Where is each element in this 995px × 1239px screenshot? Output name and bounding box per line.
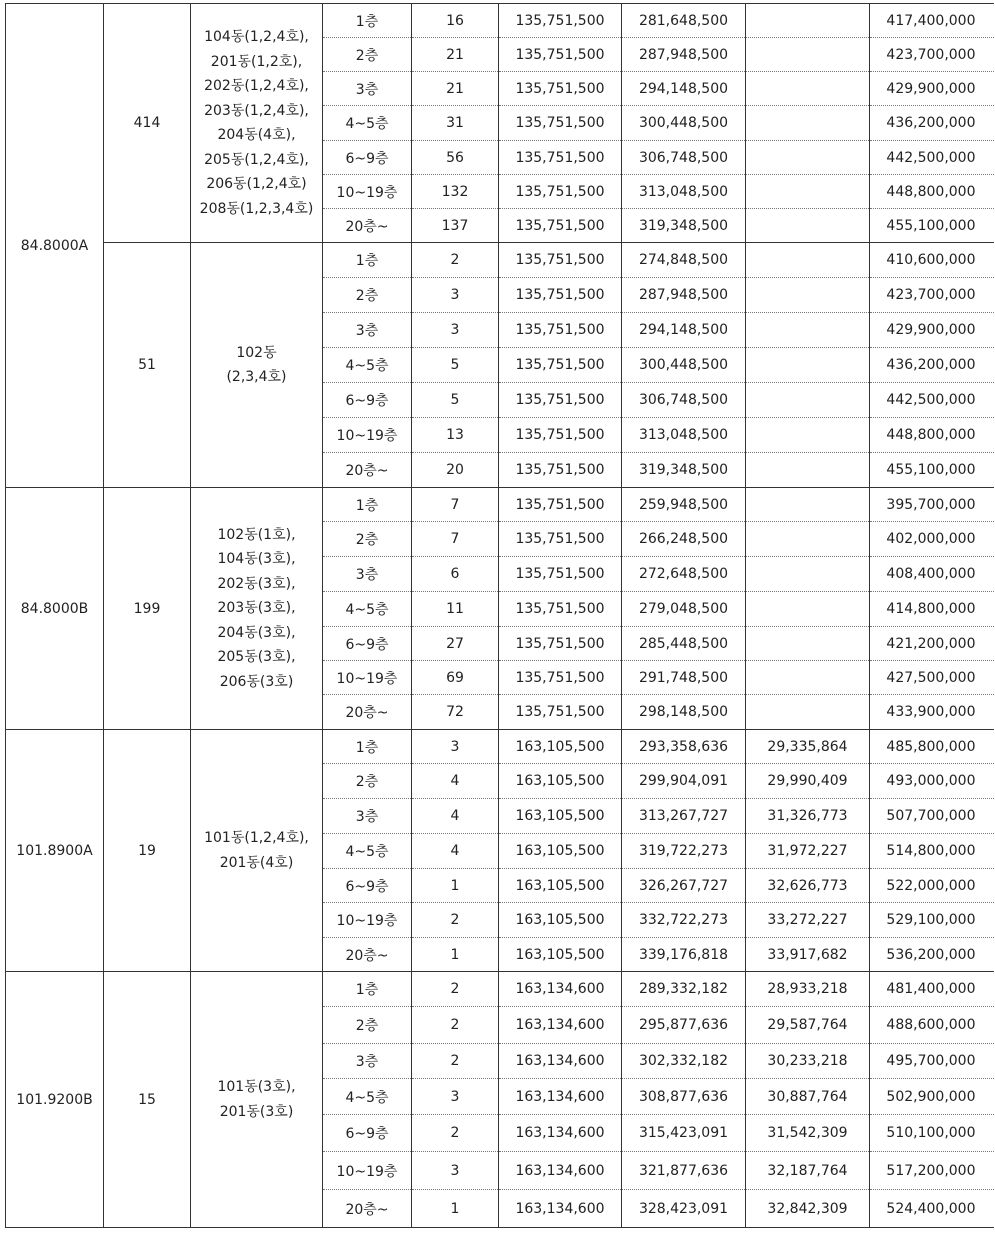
floor-cell: 3층	[323, 72, 412, 106]
building-price-cell: 313,048,500	[622, 175, 746, 209]
vat-cell	[746, 209, 870, 243]
floor-cell: 4~5층	[323, 348, 412, 383]
total-price-cell: 423,700,000	[870, 278, 994, 313]
building-price-cell: 326,267,727	[622, 869, 746, 903]
units-cell: 2	[412, 1007, 499, 1044]
land-price-cell: 135,751,500	[499, 175, 622, 209]
floor-cell: 6~9층	[323, 141, 412, 175]
vat-cell	[746, 592, 870, 627]
vat-cell: 31,542,309	[746, 1115, 870, 1152]
units-cell: 72	[412, 695, 499, 730]
table-row	[6, 243, 994, 278]
price-table-body	[6, 4, 994, 1228]
units-cell: 132	[412, 175, 499, 209]
building-price-cell: 306,748,500	[622, 383, 746, 418]
total-price-cell: 493,000,000	[870, 764, 994, 799]
units-cell: 2	[412, 243, 499, 278]
household-count-cell: 199	[104, 488, 191, 730]
unit-type-cell: 101.8900A	[6, 730, 104, 972]
land-price-cell: 163,134,600	[499, 1044, 622, 1079]
vat-cell	[746, 348, 870, 383]
household-count-cell: 15	[104, 972, 191, 1228]
total-price-cell: 421,200,000	[870, 627, 994, 661]
total-price-cell: 423,700,000	[870, 38, 994, 72]
floor-cell: 3층	[323, 557, 412, 592]
building-price-cell: 294,148,500	[622, 72, 746, 106]
vat-cell	[746, 557, 870, 592]
vat-cell	[746, 522, 870, 557]
land-price-cell: 163,105,500	[499, 869, 622, 903]
land-price-cell: 135,751,500	[499, 243, 622, 278]
building-price-cell: 287,948,500	[622, 278, 746, 313]
vat-cell	[746, 453, 870, 488]
building-price-cell: 259,948,500	[622, 488, 746, 522]
land-price-cell: 135,751,500	[499, 38, 622, 72]
table-row	[6, 4, 994, 38]
vat-cell: 29,335,864	[746, 730, 870, 764]
total-price-cell: 429,900,000	[870, 72, 994, 106]
land-price-cell: 163,105,500	[499, 730, 622, 764]
dong-list-text: 102동(1호), 104동(3호), 202동(3호), 203동(3호), 204동(3호), 205동(3호), 206동(3호)	[217, 526, 296, 690]
building-price-cell: 315,423,091	[622, 1115, 746, 1152]
household-count-cell: 51	[104, 243, 191, 488]
floor-cell: 20층~	[323, 1190, 412, 1228]
land-price-cell: 163,105,500	[499, 799, 622, 834]
dong-list-text: 101동(3호), 201동(3호)	[217, 1079, 296, 1120]
building-price-cell: 285,448,500	[622, 627, 746, 661]
building-price-cell: 266,248,500	[622, 522, 746, 557]
floor-cell: 1층	[323, 972, 412, 1007]
building-price-cell: 319,348,500	[622, 453, 746, 488]
vat-cell: 31,326,773	[746, 799, 870, 834]
vat-cell: 30,233,218	[746, 1044, 870, 1079]
household-count-cell: 414	[104, 4, 191, 243]
total-price-cell: 408,400,000	[870, 557, 994, 592]
vat-cell	[746, 38, 870, 72]
floor-cell: 3층	[323, 313, 412, 348]
vat-cell	[746, 313, 870, 348]
units-cell: 3	[412, 1152, 499, 1190]
vat-cell	[746, 488, 870, 522]
floor-cell: 20층~	[323, 938, 412, 972]
vat-cell: 32,842,309	[746, 1190, 870, 1228]
land-price-cell: 163,134,600	[499, 1079, 622, 1115]
vat-cell: 33,272,227	[746, 903, 870, 938]
floor-cell: 10~19층	[323, 418, 412, 453]
vat-cell	[746, 243, 870, 278]
units-cell: 3	[412, 313, 499, 348]
total-price-cell: 448,800,000	[870, 418, 994, 453]
units-cell: 5	[412, 383, 499, 418]
land-price-cell: 135,751,500	[499, 278, 622, 313]
units-cell: 56	[412, 141, 499, 175]
units-cell: 16	[412, 4, 499, 38]
vat-cell	[746, 418, 870, 453]
units-cell: 2	[412, 903, 499, 938]
floor-cell: 6~9층	[323, 1115, 412, 1152]
building-price-cell: 313,048,500	[622, 418, 746, 453]
units-cell: 137	[412, 209, 499, 243]
unit-type-cell: 101.9200B	[6, 972, 104, 1228]
units-cell: 2	[412, 972, 499, 1007]
building-price-cell: 339,176,818	[622, 938, 746, 972]
land-price-cell: 135,751,500	[499, 695, 622, 730]
floor-cell: 20층~	[323, 209, 412, 243]
units-cell: 13	[412, 418, 499, 453]
dong-list-text: 102동 (2,3,4호)	[226, 344, 287, 385]
total-price-cell: 427,500,000	[870, 661, 994, 695]
total-price-cell: 514,800,000	[870, 834, 994, 869]
building-price-cell: 299,904,091	[622, 764, 746, 799]
floor-cell: 2층	[323, 764, 412, 799]
floor-cell: 10~19층	[323, 175, 412, 209]
land-price-cell: 135,751,500	[499, 557, 622, 592]
total-price-cell: 436,200,000	[870, 348, 994, 383]
land-price-cell: 135,751,500	[499, 627, 622, 661]
building-price-cell: 294,148,500	[622, 313, 746, 348]
building-price-cell: 291,748,500	[622, 661, 746, 695]
floor-cell: 6~9층	[323, 383, 412, 418]
land-price-cell: 163,134,600	[499, 1115, 622, 1152]
units-cell: 7	[412, 522, 499, 557]
building-price-cell: 281,648,500	[622, 4, 746, 38]
land-price-cell: 135,751,500	[499, 592, 622, 627]
floor-cell: 20층~	[323, 453, 412, 488]
land-price-cell: 135,751,500	[499, 418, 622, 453]
units-cell: 2	[412, 1044, 499, 1079]
vat-cell: 29,990,409	[746, 764, 870, 799]
units-cell: 1	[412, 1190, 499, 1228]
vat-cell	[746, 175, 870, 209]
vat-cell	[746, 278, 870, 313]
total-price-cell: 524,400,000	[870, 1190, 994, 1228]
units-cell: 4	[412, 834, 499, 869]
land-price-cell: 135,751,500	[499, 72, 622, 106]
units-cell: 69	[412, 661, 499, 695]
total-price-cell: 414,800,000	[870, 592, 994, 627]
total-price-cell: 517,200,000	[870, 1152, 994, 1190]
floor-cell: 2층	[323, 38, 412, 72]
units-cell: 2	[412, 1115, 499, 1152]
building-price-cell: 306,748,500	[622, 141, 746, 175]
building-price-cell: 272,648,500	[622, 557, 746, 592]
dong-list-cell	[191, 730, 323, 972]
building-price-cell: 295,877,636	[622, 1007, 746, 1044]
land-price-cell: 163,105,500	[499, 764, 622, 799]
land-price-cell: 135,751,500	[499, 522, 622, 557]
building-price-cell: 308,877,636	[622, 1079, 746, 1115]
units-cell: 7	[412, 488, 499, 522]
table-row	[6, 488, 994, 522]
building-price-cell: 300,448,500	[622, 106, 746, 141]
vat-cell: 30,887,764	[746, 1079, 870, 1115]
dong-list-cell	[191, 4, 323, 243]
total-price-cell: 455,100,000	[870, 209, 994, 243]
units-cell: 31	[412, 106, 499, 141]
total-price-cell: 529,100,000	[870, 903, 994, 938]
building-price-cell: 279,048,500	[622, 592, 746, 627]
vat-cell	[746, 661, 870, 695]
building-price-cell: 319,348,500	[622, 209, 746, 243]
building-price-cell: 293,358,636	[622, 730, 746, 764]
land-price-cell: 135,751,500	[499, 4, 622, 38]
units-cell: 6	[412, 557, 499, 592]
table-row	[6, 730, 994, 764]
land-price-cell: 135,751,500	[499, 209, 622, 243]
land-price-cell: 135,751,500	[499, 383, 622, 418]
vat-cell: 29,587,764	[746, 1007, 870, 1044]
dong-list-cell	[191, 972, 323, 1228]
floor-cell: 1층	[323, 243, 412, 278]
table-row	[6, 972, 994, 1007]
floor-cell: 1층	[323, 730, 412, 764]
building-price-cell: 289,332,182	[622, 972, 746, 1007]
land-price-cell: 135,751,500	[499, 453, 622, 488]
total-price-cell: 395,700,000	[870, 488, 994, 522]
units-cell: 21	[412, 72, 499, 106]
units-cell: 21	[412, 38, 499, 72]
units-cell: 20	[412, 453, 499, 488]
vat-cell: 28,933,218	[746, 972, 870, 1007]
building-price-cell: 313,267,727	[622, 799, 746, 834]
total-price-cell: 485,800,000	[870, 730, 994, 764]
total-price-cell: 410,600,000	[870, 243, 994, 278]
total-price-cell: 442,500,000	[870, 141, 994, 175]
floor-cell: 6~9층	[323, 627, 412, 661]
total-price-cell: 455,100,000	[870, 453, 994, 488]
units-cell: 5	[412, 348, 499, 383]
total-price-cell: 448,800,000	[870, 175, 994, 209]
building-price-cell: 300,448,500	[622, 348, 746, 383]
household-count-cell: 19	[104, 730, 191, 972]
vat-cell	[746, 627, 870, 661]
total-price-cell: 495,700,000	[870, 1044, 994, 1079]
floor-cell: 4~5층	[323, 1079, 412, 1115]
land-price-cell: 135,751,500	[499, 488, 622, 522]
floor-cell: 10~19층	[323, 903, 412, 938]
total-price-cell: 510,100,000	[870, 1115, 994, 1152]
floor-cell: 3층	[323, 1044, 412, 1079]
total-price-cell: 402,000,000	[870, 522, 994, 557]
floor-cell: 10~19층	[323, 1152, 412, 1190]
dong-list-cell	[191, 243, 323, 488]
building-price-cell: 328,423,091	[622, 1190, 746, 1228]
unit-type-cell: 84.8000B	[6, 488, 104, 730]
unit-type-cell: 84.8000A	[6, 4, 104, 488]
units-cell: 3	[412, 730, 499, 764]
vat-cell	[746, 4, 870, 38]
land-price-cell: 135,751,500	[499, 106, 622, 141]
total-price-cell: 442,500,000	[870, 383, 994, 418]
land-price-cell: 163,134,600	[499, 1152, 622, 1190]
floor-cell: 20층~	[323, 695, 412, 730]
land-price-cell: 135,751,500	[499, 661, 622, 695]
floor-cell: 4~5층	[323, 592, 412, 627]
building-price-cell: 302,332,182	[622, 1044, 746, 1079]
vat-cell	[746, 695, 870, 730]
floor-cell: 2층	[323, 278, 412, 313]
floor-cell: 4~5층	[323, 834, 412, 869]
floor-cell: 2층	[323, 522, 412, 557]
dong-list-text: 101동(1,2,4호), 201동(4호)	[204, 830, 309, 871]
total-price-cell: 507,700,000	[870, 799, 994, 834]
floor-cell: 4~5층	[323, 106, 412, 141]
total-price-cell: 481,400,000	[870, 972, 994, 1007]
vat-cell: 32,187,764	[746, 1152, 870, 1190]
land-price-cell: 163,134,600	[499, 1190, 622, 1228]
floor-cell: 1층	[323, 4, 412, 38]
dong-list-cell	[191, 488, 323, 730]
floor-cell: 3층	[323, 799, 412, 834]
total-price-cell: 522,000,000	[870, 869, 994, 903]
floor-cell: 2층	[323, 1007, 412, 1044]
floor-cell: 6~9층	[323, 869, 412, 903]
floor-cell: 10~19층	[323, 661, 412, 695]
land-price-cell: 135,751,500	[499, 348, 622, 383]
land-price-cell: 135,751,500	[499, 313, 622, 348]
land-price-cell: 135,751,500	[499, 141, 622, 175]
vat-cell	[746, 141, 870, 175]
units-cell: 4	[412, 799, 499, 834]
building-price-cell: 321,877,636	[622, 1152, 746, 1190]
units-cell: 11	[412, 592, 499, 627]
building-price-cell: 332,722,273	[622, 903, 746, 938]
land-price-cell: 163,134,600	[499, 1007, 622, 1044]
units-cell: 27	[412, 627, 499, 661]
total-price-cell: 436,200,000	[870, 106, 994, 141]
land-price-cell: 163,105,500	[499, 903, 622, 938]
floor-cell: 1층	[323, 488, 412, 522]
price-table	[5, 3, 994, 1228]
vat-cell: 31,972,227	[746, 834, 870, 869]
building-price-cell: 319,722,273	[622, 834, 746, 869]
total-price-cell: 488,600,000	[870, 1007, 994, 1044]
building-price-cell: 274,848,500	[622, 243, 746, 278]
building-price-cell: 298,148,500	[622, 695, 746, 730]
dong-list-text: 104동(1,2,4호), 201동(1,2호), 202동(1,2,4호), 203동(1,2,4호), 204동(4호), 205동(1,2,4호), 206동(1,2,4호) 208동(1,2,3,4호)	[199, 29, 314, 217]
total-price-cell: 433,900,000	[870, 695, 994, 730]
vat-cell: 32,626,773	[746, 869, 870, 903]
vat-cell	[746, 106, 870, 141]
units-cell: 1	[412, 938, 499, 972]
land-price-cell: 163,105,500	[499, 834, 622, 869]
total-price-cell: 502,900,000	[870, 1079, 994, 1115]
units-cell: 4	[412, 764, 499, 799]
vat-cell	[746, 383, 870, 418]
vat-cell	[746, 72, 870, 106]
units-cell: 3	[412, 278, 499, 313]
total-price-cell: 536,200,000	[870, 938, 994, 972]
building-price-cell: 287,948,500	[622, 38, 746, 72]
units-cell: 1	[412, 869, 499, 903]
total-price-cell: 429,900,000	[870, 313, 994, 348]
total-price-cell: 417,400,000	[870, 4, 994, 38]
vat-cell: 33,917,682	[746, 938, 870, 972]
land-price-cell: 163,134,600	[499, 972, 622, 1007]
land-price-cell: 163,105,500	[499, 938, 622, 972]
units-cell: 3	[412, 1079, 499, 1115]
